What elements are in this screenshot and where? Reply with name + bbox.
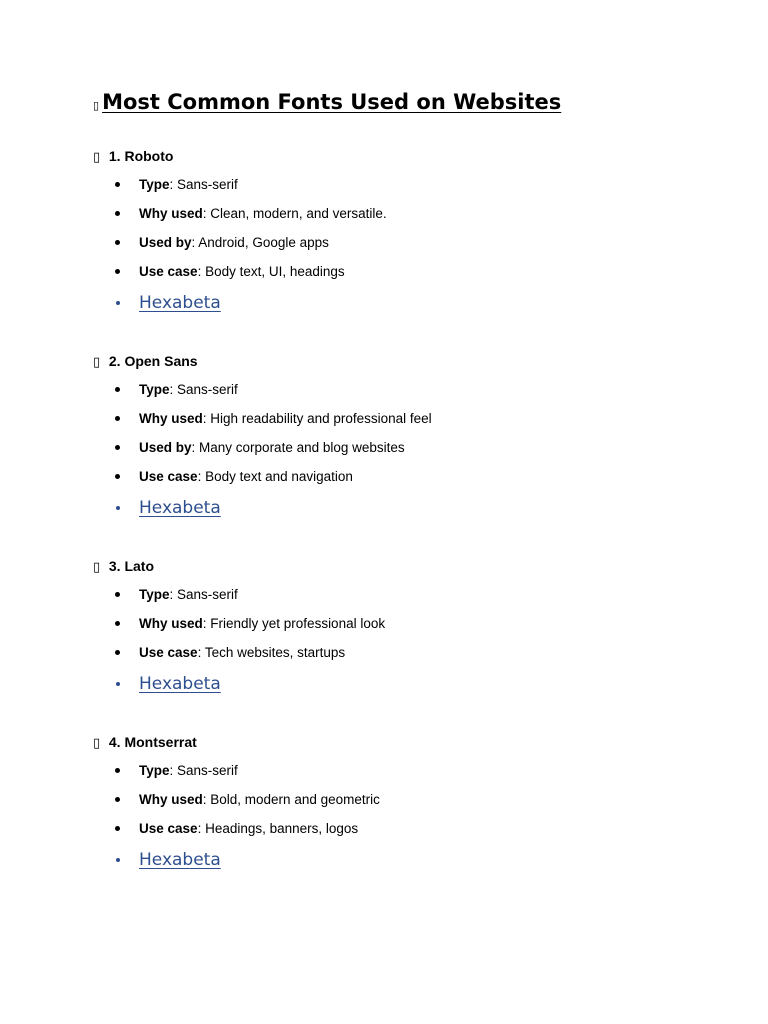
item-key: Used by [139,235,192,250]
list-item [0,263,387,292]
list-item [0,615,385,644]
font-heading [93,352,198,372]
list-item [0,586,385,615]
list-item [0,205,387,234]
title-missing-glyph-icon: ▯ [93,99,100,112]
item-key: Used by [139,440,192,455]
item-value: : Body text and navigation [197,469,353,484]
bullet-icon [115,474,120,479]
bullet-icon [115,768,120,773]
bullet-icon [115,416,120,421]
item-key: Use case [139,821,198,836]
item-value: : Bold, modern and geometric [202,792,380,807]
font-heading-text: 3. Lato [108,558,155,574]
list-item [0,234,387,263]
item-value: : Headings, banners, logos [197,821,359,836]
bullet-icon [116,858,120,862]
list-item [0,439,432,468]
list-item [0,381,432,410]
item-key: Why used [139,792,203,807]
item-key: Type [139,587,170,602]
heading-missing-glyph-icon: ▯ [93,150,101,165]
bullet-icon [116,506,120,510]
list-item-link [0,292,387,322]
document-title [93,84,561,120]
item-key: Type [139,763,170,778]
bullet-icon [115,650,120,655]
item-value: : Tech websites, startups [197,645,346,660]
list-item [0,468,432,497]
item-value: : Android, Google apps [191,235,329,250]
item-key: Use case [139,469,198,484]
bullet-icon [115,621,120,626]
bullet-icon [115,182,120,187]
item-value: : Body text, UI, headings [197,264,345,279]
item-value: : Sans-serif [169,587,238,602]
item-value: : Friendly yet professional look [202,616,386,631]
bullet-icon [115,269,120,274]
list-item [0,644,385,673]
font-heading [93,147,173,167]
item-key: Type [139,382,170,397]
list-item [0,791,380,820]
list-item [0,762,380,791]
heading-missing-glyph-icon: ▯ [93,736,101,751]
item-key: Why used [139,616,203,631]
bullet-icon [116,682,120,686]
list-item-link [0,497,432,527]
bullet-icon [115,211,120,216]
font-details-list [0,381,432,527]
item-key: Why used [139,411,203,426]
bullet-icon [115,240,120,245]
heading-missing-glyph-icon: ▯ [93,560,101,575]
font-details-list [0,586,385,703]
font-heading [93,557,154,577]
item-value: : Sans-serif [169,382,238,397]
title-text: Most Common Fonts Used on Websites [102,90,562,114]
item-key: Type [139,177,170,192]
list-item [0,176,387,205]
list-item [0,820,380,849]
font-details-list [0,176,387,322]
hexabeta-link[interactable]: Hexabeta [139,498,221,518]
list-item-link [0,849,380,879]
font-heading-text: 2. Open Sans [108,353,198,369]
hexabeta-link[interactable]: Hexabeta [139,850,221,870]
bullet-icon [115,445,120,450]
bullet-icon [115,797,120,802]
font-heading-text: 4. Montserrat [108,734,197,750]
item-key: Use case [139,264,198,279]
item-value: : Many corporate and blog websites [191,440,405,455]
item-value: : Sans-serif [169,177,238,192]
item-value: : High readability and professional feel [202,411,432,426]
list-item [0,410,432,439]
list-item-link [0,673,385,703]
bullet-icon [116,301,120,305]
bullet-icon [115,387,120,392]
font-details-list [0,762,380,879]
bullet-icon [115,826,120,831]
hexabeta-link[interactable]: Hexabeta [139,674,221,694]
item-value: : Clean, modern, and versatile. [202,206,387,221]
heading-missing-glyph-icon: ▯ [93,355,101,370]
item-key: Why used [139,206,203,221]
bullet-icon [115,592,120,597]
hexabeta-link[interactable]: Hexabeta [139,293,221,313]
item-value: : Sans-serif [169,763,238,778]
item-key: Use case [139,645,198,660]
font-heading [93,733,197,753]
font-heading-text: 1. Roboto [108,148,174,164]
